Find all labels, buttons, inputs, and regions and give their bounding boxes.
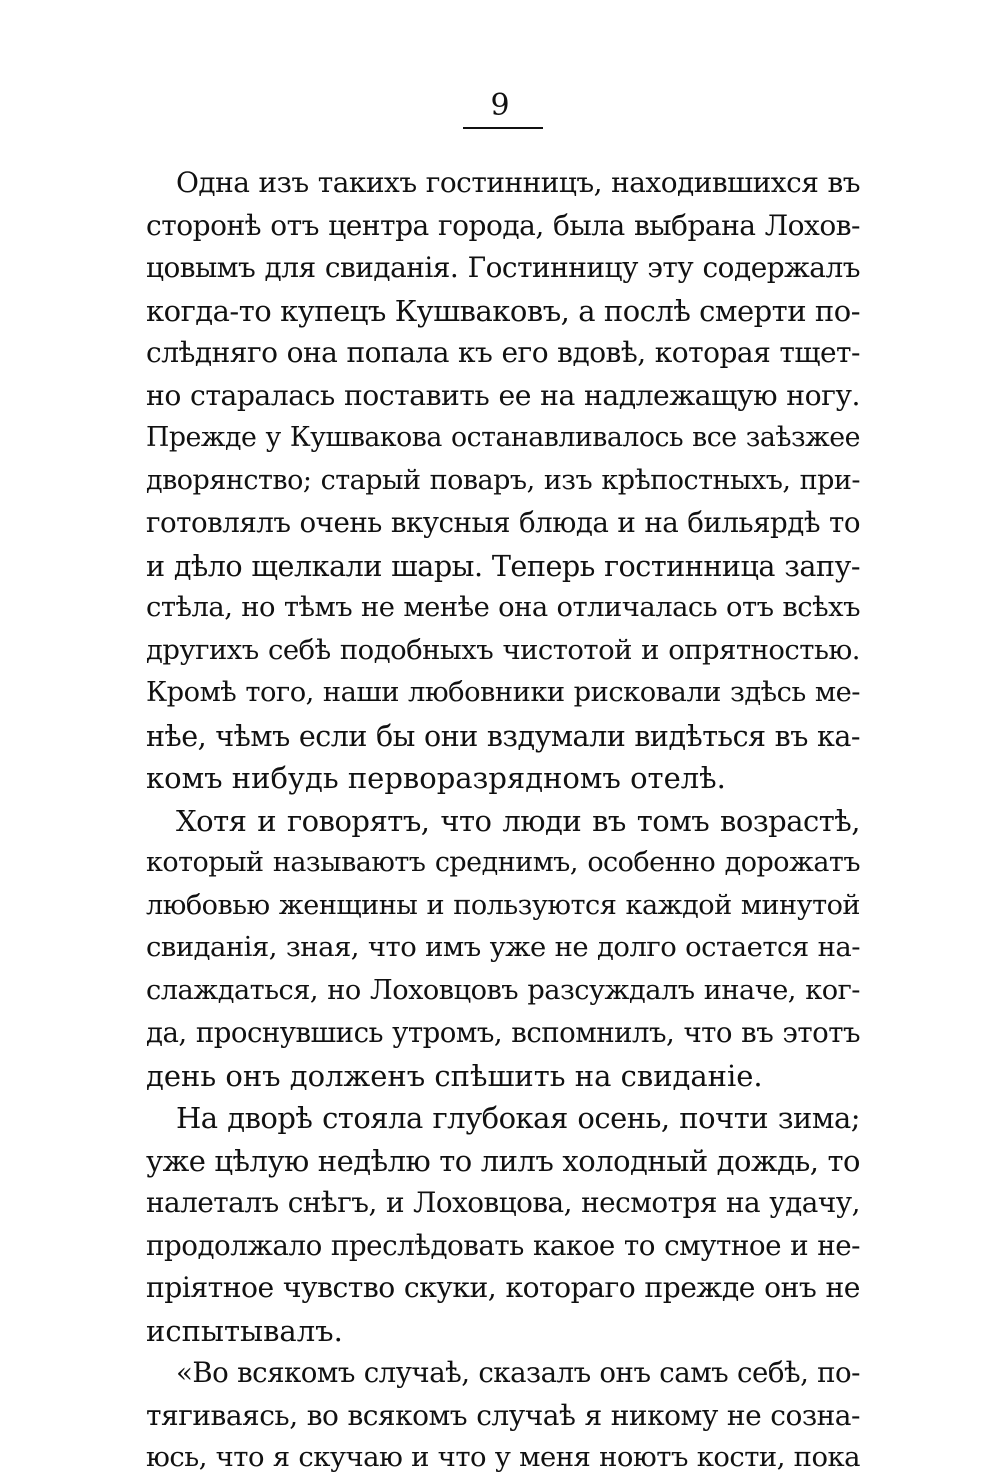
text-line: Хотя и говорятъ, что люди въ томъ возрастѣ,: [176, 803, 860, 838]
text-line: свиданія, зная, что имъ уже не долго остается на-: [146, 932, 860, 963]
body-text: [146, 162, 860, 1480]
text-line: который называютъ среднимъ, особенно дорожатъ: [146, 847, 860, 878]
text-line: Прежде у Кушвакова останавливалось все заѣзжее: [146, 422, 860, 453]
text-line: продолжало преслѣдовать какое то смутное и не-: [146, 1228, 860, 1262]
text-line: пріятное чувство скуки, котораго прежде онъ не: [146, 1271, 860, 1304]
text-line: Одна изъ такихъ гостинницъ, находившихся въ: [176, 166, 860, 199]
text-line: нѣе, чѣмъ если бы они вздумали видѣться въ ка-: [146, 718, 860, 753]
page-number-rule: [463, 127, 543, 129]
text-line: уже цѣлую недѣлю то лилъ холодный дождь, то: [146, 1143, 860, 1178]
text-line: и дѣло щелкали шары. Теперь гостинница запу-: [146, 548, 860, 583]
text-line: когда-то купецъ Кушваковъ, а послѣ смерти по-: [146, 293, 860, 328]
text-line: налеталъ снѣгъ, и Лоховцова, несмотря на удачу,: [146, 1186, 860, 1219]
text-line: испытывалъ.: [146, 1313, 343, 1348]
text-line: слаждаться, но Лоховцовъ разсуждалъ иначе, ког-: [146, 974, 860, 1006]
page-number: 9: [490, 88, 510, 123]
text-line: тягиваясь, во всякомъ случаѣ я никому не созна-: [146, 1398, 860, 1432]
text-line: день онъ долженъ спѣшить на свиданіе.: [146, 1058, 763, 1093]
text-line: другихъ себѣ подобныхъ чистотой и опрятностью.: [146, 634, 860, 666]
text-line: да, проснувшись утромъ, вспомнилъ, что въ этотъ: [146, 1016, 860, 1049]
text-line: готовлялъ очень вкусныя блюда и на бильярдѣ то: [146, 506, 860, 539]
text-line: юсь, что я скучаю и что у меня ноютъ кости, пока: [146, 1442, 860, 1473]
text-line: Кромѣ того, наши любовники рисковали здѣсь ме-: [146, 677, 860, 708]
text-line: но старалась поставить ее на надлежащую ногу.: [146, 378, 860, 412]
text-line: цовымъ для свиданія. Гостинницу эту содержалъ: [146, 251, 860, 284]
text-line: комъ нибудь перворазрядномъ отелѣ.: [146, 761, 726, 795]
text-line: сторонѣ отъ центра города, была выбрана Лохов-: [146, 208, 860, 242]
text-line: «Во всякомъ случаѣ, сказалъ онъ самъ себѣ, по-: [176, 1356, 860, 1389]
text-line: На дворѣ стояла глубокая осень, почти зима;: [176, 1101, 860, 1135]
text-line: любовью женщины и пользуются каждой минутой: [146, 889, 860, 921]
text-line: слѣдняго она попала къ его вдовѣ, которая тщет-: [146, 336, 860, 369]
text-line: дворянство; старый поваръ, изъ крѣпостныхъ, при-: [146, 464, 860, 496]
text-line: стѣла, но тѣмъ не менѣе она отличалась отъ всѣхъ: [146, 592, 860, 623]
